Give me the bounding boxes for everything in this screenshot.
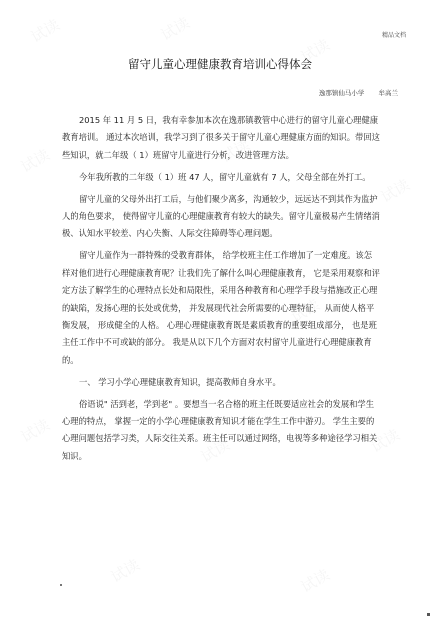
watermark [17, 144, 53, 177]
page-mark [427, 613, 430, 616]
paragraph: 今年我所教的二年级（ 1）班 47 人，留守儿童就有 7 人，父母全部在外打工。 [79, 171, 371, 182]
paragraph: 留守儿童作为一群特殊的受教育群体， 给学校班主任工作增加了一定难度。该怎样对他们进行心理健康教育呢？让我们先了解什么叫心理健康教育， 它是采用观察和评定方法了解学生的心理特点长处和局限性，采用各种教育和心理学手段与措施改正心理的缺陷，发扬心理的长处或优势， 并发展现代社会所需要的心理特征， 从而使人格平衡发展， 形成健全的人格。 心理心理健康教育既是素质教育的重要组成部分， 也是班主任工作中不可或缺的部分。 我是从以下几个方面对农村留守儿童进行心理健康教育的。 [62, 250, 380, 365]
paragraph: 俗语说" 活到老，学到老" 。要想当一名合格的班主任既要适应社会的发展和学生心理的特点， 掌握一定的小学心理健康教育知识才能在学生工作中游刃。 学生主要的心理问题包括学习类，人际交往关系。班主任可以通过网络，电视等多种途径学习相关知识。 [62, 398, 378, 461]
corner-label: 精品文档 [381, 32, 406, 39]
section-heading: 一、 学习小学心理健康教育知识，提高教师自身水平。 [79, 376, 281, 387]
watermark [17, 414, 53, 447]
watermark [107, 554, 143, 587]
watermark [27, 14, 63, 47]
page-title: 留守儿童心理健康教育培训心得体会 [128, 57, 312, 71]
byline [319, 88, 398, 97]
watermark [377, 174, 413, 207]
paragraph: 留守儿童的父母外出打工后，与他们聚少离多，沟通较少，远远达不到其作为监护人的角色要求， 使得留守儿童的心理健康教育有较大的缺失。留守儿童极易产生情绪消极、认知水平较差、内心失衡、人际交往障碍等心理问题。 [62, 193, 380, 239]
byline-school: 逸那镇仙马小学 [318, 89, 365, 97]
document-body [62, 112, 380, 470]
page-mark [60, 584, 62, 586]
paragraph: 2015 年 11 月 5 日，我有幸参加本次在逸那镇教管中心进行的留守儿童心理健康教育培训。 通过本次培训，我学习到了很多关于留守儿童心理健康方面的知识。带回这些知识，就二年级（ 1）班留守儿童进行分析，改进管理方法。 [62, 115, 380, 160]
watermark [157, 12, 193, 45]
watermark [297, 564, 333, 597]
byline-author: 牟高兰 [378, 89, 398, 97]
